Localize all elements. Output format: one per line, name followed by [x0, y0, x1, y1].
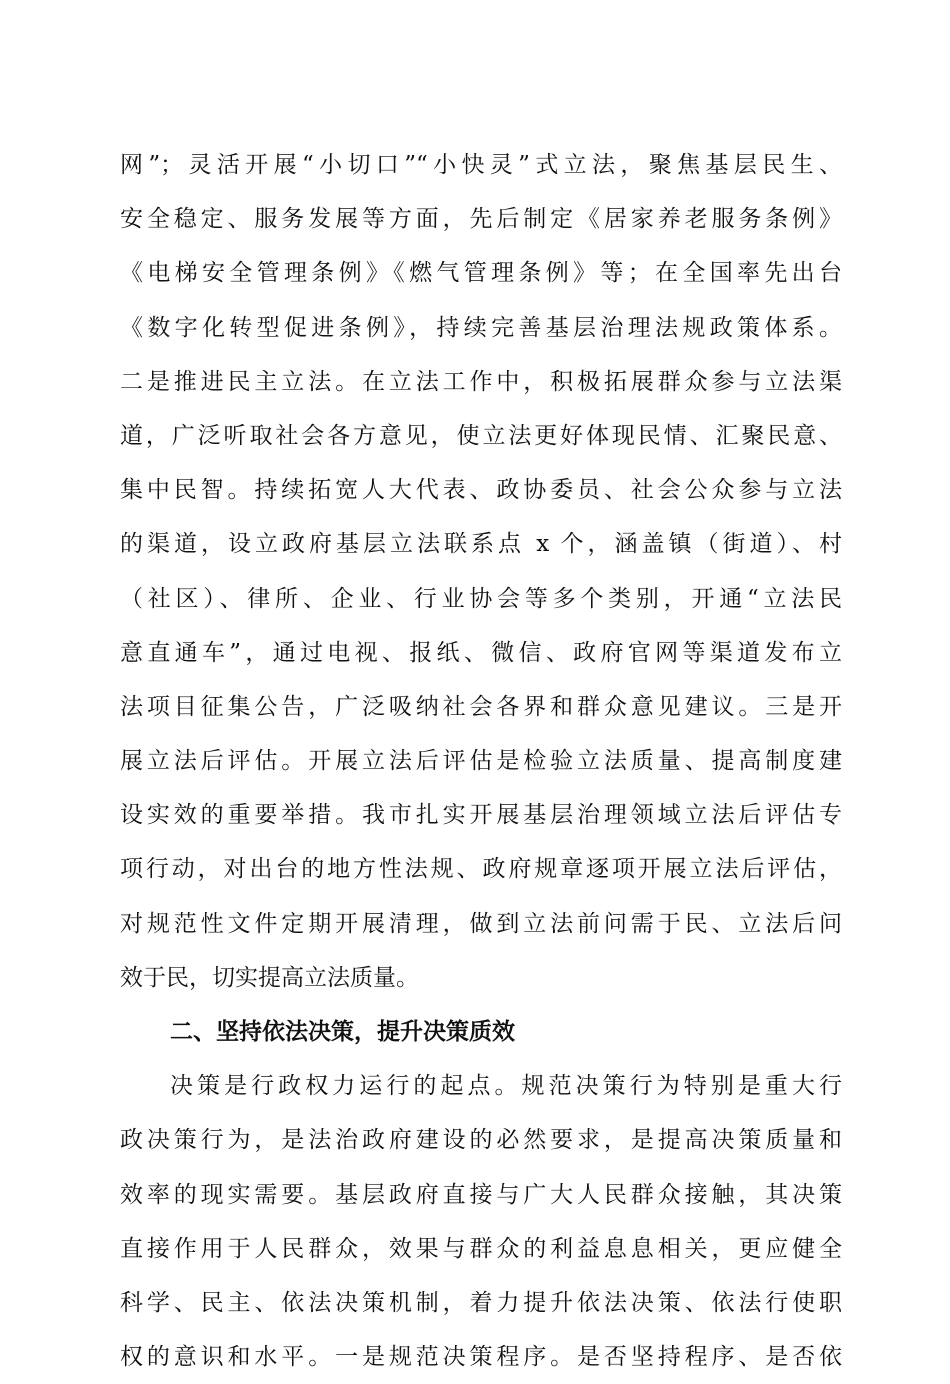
text-line: （社区）、律所、企业、行业协会等多个类别，开通“立法民	[120, 585, 842, 612]
text-line: 安全稳定、服务发展等方面，先后制定《居家养老服务条例》	[120, 206, 842, 233]
text-line: 效于民，切实提高立法质量。	[120, 964, 419, 991]
text-line: 对规范性文件定期开展清理，做到立法前问需于民、立法后问	[120, 910, 842, 937]
text-line: 意直通车”，通过电视、报纸、微信、政府官网等渠道发布立	[120, 639, 842, 666]
text-line: 政决策行为，是法治政府建设的必然要求，是提高决策质量和	[120, 1127, 842, 1154]
text-line: 的渠道，设立政府基层立法联系点 x 个，涵盖镇（街道）、村	[120, 531, 842, 558]
text-line: 法项目征集公告，广泛吸纳社会各界和群众意见建议。三是开	[120, 693, 842, 720]
document-body	[120, 138, 842, 1384]
text-line: 直接作用于人民群众，效果与群众的利益息息相关，更应健全	[120, 1235, 842, 1262]
text-line: 《数字化转型促进条例》，持续完善基层治理法规政策体系。	[120, 314, 842, 341]
text-line: 科学、民主、依法决策机制，着力提升依法决策、依法行使职	[120, 1289, 842, 1316]
paragraph-first-line: 决策是行政权力运行的起点。规范决策行为特别是重大行	[170, 1073, 842, 1100]
text-line: 《电梯安全管理条例》《燃气管理条例》等；在全国率先出台	[120, 260, 842, 287]
text-line: 展立法后评估。开展立法后评估是检验立法质量、提高制度建	[120, 748, 842, 775]
text-line: 效率的现实需要。基层政府直接与广大人民群众接触，其决策	[120, 1181, 842, 1208]
section-heading: 二、坚持依法决策，提升决策质效	[170, 1019, 515, 1045]
text-line: 二是推进民主立法。在立法工作中，积极拓展群众参与立法渠	[120, 368, 842, 395]
text-line: 设实效的重要举措。我市扎实开展基层治理领域立法后评估专	[120, 802, 842, 829]
text-line: 项行动，对出台的地方性法规、政府规章逐项开展立法后评估，	[120, 856, 842, 883]
text-line: 权的意识和水平。一是规范决策程序。是否坚持程序、是否依	[120, 1344, 842, 1371]
text-line: 道，广泛听取社会各方意见，使立法更好体现民情、汇聚民意、	[120, 422, 842, 449]
text-line: 网”；灵活开展“小切口”“小快灵”式立法，聚焦基层民生、	[120, 152, 842, 178]
text-line: 集中民智。持续拓宽人大代表、政协委员、社会公众参与立法	[120, 477, 842, 504]
